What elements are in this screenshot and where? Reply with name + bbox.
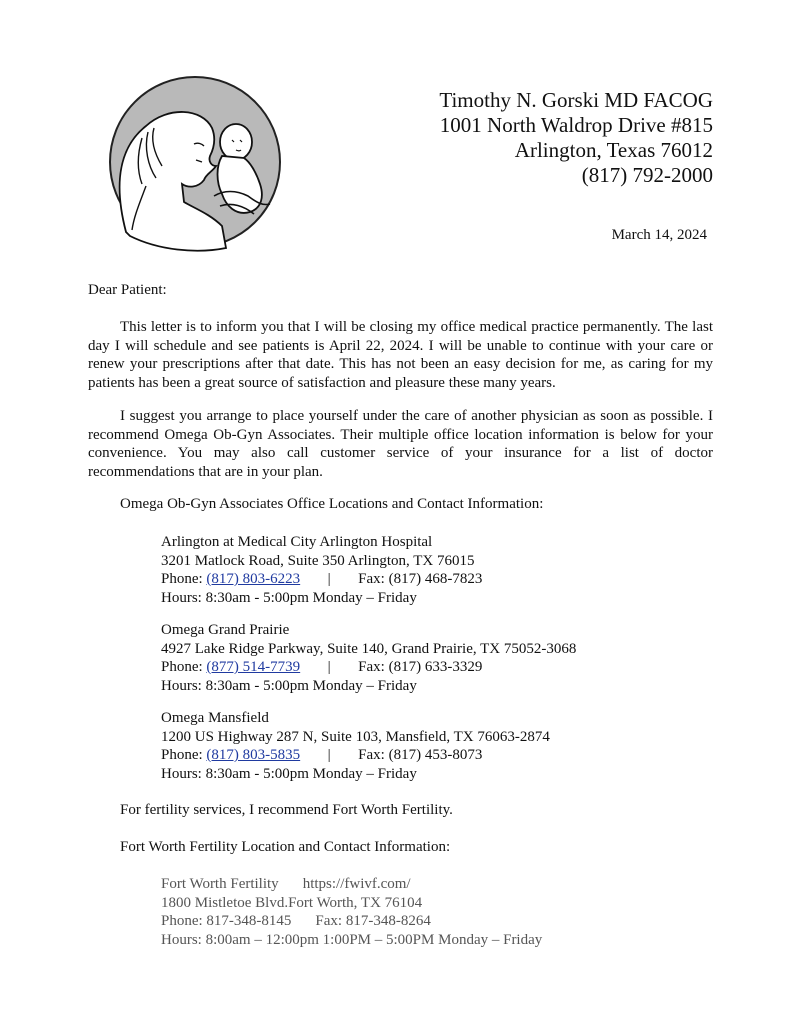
fort-worth-heading: Fort Worth Fertility Location and Contact Information: xyxy=(120,839,451,855)
fax-number: Fax: (817) 453-8073 xyxy=(358,747,483,763)
office-name: Omega Mansfield xyxy=(161,710,269,726)
closing-notice-paragraph: This letter is to inform you that I will be closing my office medical practice permanently. The last day I will schedule and see patients is April 22, 2024. I will be unable to continue with your care or renew your prescriptions after that date. This has not been an easy decision for me, as caring for my patients has been a great source of satisfaction and pleasure these many years. xyxy=(88,319,713,391)
phone-label: Phone: xyxy=(161,571,207,587)
phone-label: Phone: xyxy=(161,659,207,675)
phone-link[interactable]: (877) 514-7739 xyxy=(206,659,301,675)
phone-link[interactable]: (817) 803-5835 xyxy=(206,747,301,763)
fw-name-row xyxy=(161,875,542,894)
salutation: Dear Patient: xyxy=(88,282,167,298)
fertility-recommendation: For fertility services, I recommend Fort Worth Fertility. xyxy=(120,802,453,818)
office-address: 4927 Lake Ridge Parkway, Suite 140, Grand Prairie, TX 75052-3068 xyxy=(161,640,577,657)
office-name: Arlington at Medical City Arlington Hospital xyxy=(161,534,433,550)
phone-fax-row xyxy=(161,570,482,589)
omega-locations-heading: Omega Ob-Gyn Associates Office Locations and Contact Information: xyxy=(120,496,544,512)
fw-hours: Hours: 8:00am – 12:00pm 1:00PM – 5:00PM Monday – Friday xyxy=(161,931,543,948)
fax-number: Fax: (817) 468-7823 xyxy=(358,571,483,587)
fw-website[interactable]: https://fwivf.com/ xyxy=(302,876,411,892)
phone-link[interactable]: (817) 803-6223 xyxy=(206,571,301,587)
office-phone: (817) 792-2000 xyxy=(581,163,713,187)
phone-label: Phone: xyxy=(161,747,207,763)
fw-fax: Fax: 817-348-8264 xyxy=(315,913,431,929)
office-hours: Hours: 8:30am - 5:00pm Monday – Friday xyxy=(161,765,417,782)
phone-fax-row xyxy=(161,746,550,765)
fax-number: Fax: (817) 633-3329 xyxy=(358,659,483,675)
office-name: Omega Grand Prairie xyxy=(161,622,290,638)
separator: | xyxy=(327,571,331,587)
office-location xyxy=(161,709,550,783)
office-city: Arlington, Texas 76012 xyxy=(514,138,713,162)
letter-date: March 14, 2024 xyxy=(611,227,707,243)
separator: | xyxy=(327,659,331,675)
fw-name: Fort Worth Fertility xyxy=(161,876,279,892)
fort-worth-fertility-info xyxy=(161,875,542,949)
office-address: 1001 North Waldrop Drive #815 xyxy=(439,113,713,137)
office-address: 1200 US Highway 287 N, Suite 103, Mansfield, TX 76063-2874 xyxy=(161,728,550,745)
separator: | xyxy=(327,747,331,763)
phone-fax-row xyxy=(161,658,576,677)
office-hours: Hours: 8:30am - 5:00pm Monday – Friday xyxy=(161,677,417,694)
recommendation-paragraph: I suggest you arrange to place yourself under the care of another physician as soon as possible. I recommend Omega Ob-Gyn Associates. Their multiple office location information is below for your convenience. You may also call customer service of your insurance for a list of doctor recommendations that are in your plan. xyxy=(88,408,713,480)
office-address: 3201 Matlock Road, Suite 350 Arlington, TX 76015 xyxy=(161,552,475,569)
fw-phone-row xyxy=(161,912,542,931)
office-location xyxy=(161,621,576,695)
fw-address: 1800 Mistletoe Blvd.Fort Worth, TX 76104 xyxy=(161,894,423,911)
office-location xyxy=(161,533,482,607)
fw-phone: Phone: 817-348-8145 xyxy=(161,913,292,929)
office-hours: Hours: 8:30am - 5:00pm Monday – Friday xyxy=(161,589,417,606)
letterhead xyxy=(439,88,713,188)
doctor-name: Timothy N. Gorski MD FACOG xyxy=(439,88,713,112)
mother-and-child-logo xyxy=(86,56,304,268)
